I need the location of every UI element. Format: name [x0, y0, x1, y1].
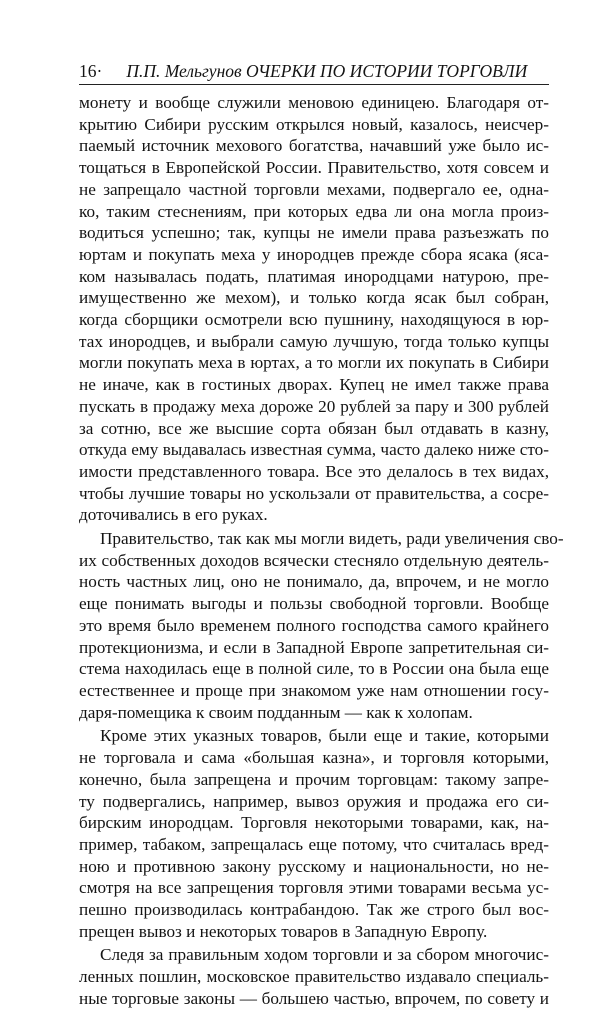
text-line: еще понимать выгоды и пользы свободной торговли. Вообще	[79, 594, 549, 614]
text-line: за сотню, все же высшие сорта обязан был отдавать в казну,	[79, 418, 549, 438]
text-line: ленных пошлин, московское правительство издавало специаль-	[79, 967, 549, 987]
paragraph	[79, 528, 564, 723]
paragraph	[79, 92, 549, 526]
page-number: 16·	[79, 61, 103, 81]
text-line: смотря на все запрещения торговля этими товарами весьма ус-	[79, 878, 549, 898]
text-line: крытию Сибири русским открылся новый, казалось, неисчер-	[79, 114, 549, 134]
running-title: П.П. Мельгунов ОЧЕРКИ ПО ИСТОРИИ ТОРГОВЛИ	[126, 61, 528, 81]
text-line: ту подвергались, например, вывоз оружия и продажа его си-	[79, 791, 549, 811]
text-line: тощаться в Европейской России. Правительство, хотя совсем и	[79, 158, 549, 178]
text-line: естественнее и проще при знакомом уже нам отношении госу-	[79, 680, 549, 700]
running-header	[79, 60, 549, 82]
text-line: Правительство, так как мы могли видеть, ради увеличения сво-	[100, 529, 564, 549]
text-line: бирским инородцам. Торговля некоторыми товарами, как, на-	[79, 813, 549, 833]
text-line: ность частных лиц, оно не понимало, да, впрочем, и не могло	[79, 572, 549, 592]
body-text	[79, 92, 564, 1010]
text-line: конечно, была запрещена и прочим торговцам: такому запре-	[79, 769, 549, 789]
paragraph	[79, 944, 549, 1009]
header-rule	[79, 84, 549, 85]
text-line: чтобы лучшие товары но ускользали от правительства, а сосре-	[79, 483, 549, 503]
text-line: прещен вывоз и некоторых товаров в Западную Европу.	[79, 921, 488, 941]
text-line: их собственных доходов всячески стесняло отдельную деятель-	[79, 550, 549, 570]
text-line: не торговала и сама «большая казна», и торговля которыми,	[79, 748, 549, 768]
text-line: стема находилась еще в полной силе, то в России она была еще	[79, 659, 549, 679]
text-line: паемый источник мехового богатства, начавший уже было ис-	[79, 136, 549, 156]
text-line: ные торговые законы — большею частью, впрочем, по совету и	[79, 988, 549, 1008]
paragraph	[79, 725, 549, 942]
text-line: пример, табаком, запрещалась еще потому, что считалась вред-	[79, 834, 549, 854]
text-line: когда сборщики осмотрели всю пушнину, находящуюся в юр-	[79, 310, 549, 330]
text-line: протекционизма, и если в Западной Европе запретительная си-	[79, 637, 549, 657]
text-line: откуда ему выдавалась известная сумма, часто далеко ниже сто-	[79, 440, 549, 460]
text-line: не иначе, как в гостиных дворах. Купец не имел также права	[79, 375, 549, 395]
text-line: доточивались в его руках.	[79, 505, 268, 525]
text-line: имости представленного товара. Все это делалось в тех видах,	[79, 461, 549, 481]
text-line: юртам и покупать меха у инородцев прежде сбора ясака (яса-	[79, 244, 549, 264]
text-line: монету и вообще служили меновою единицею. Благодаря от-	[79, 93, 549, 112]
text-line: даря-помещика к своим подданным — как к холопам.	[79, 702, 473, 722]
text-line: тах инородцев, и выбрали самую лучшую, тогда только купцы	[79, 331, 549, 351]
text-line: Следя за правильным ходом торговли и за сбором многочис-	[100, 945, 549, 965]
text-line: это время было временем полного господства самого крайнего	[79, 615, 549, 635]
text-line: имущественно же мехом), и только когда ясак был собран,	[79, 288, 549, 308]
text-line: ною и противною закону русскому и национальности, но не-	[79, 856, 549, 876]
text-line: пускать в продажу меха дороже 20 рублей за пару и 300 рублей	[79, 396, 549, 416]
text-line: пешно производилась контрабандою. Так же строго был вос-	[79, 900, 549, 920]
text-line: водиться успешно; так, купцы не имели права разъезжать по	[79, 223, 549, 243]
text-line: могли покупать меха в юртах, а то могли их покупать в Сибири	[79, 353, 549, 373]
text-line: не запрещало частной торговли мехами, подвергало ее, одна-	[79, 179, 549, 199]
text-line: ком называлась подать, платимая инородцами натурою, пре-	[79, 266, 549, 286]
text-line: Кроме этих указных товаров, были еще и такие, которыми	[100, 726, 549, 746]
text-line: ко, таким стеснениям, при которых едва ли она могла произ-	[79, 201, 549, 221]
